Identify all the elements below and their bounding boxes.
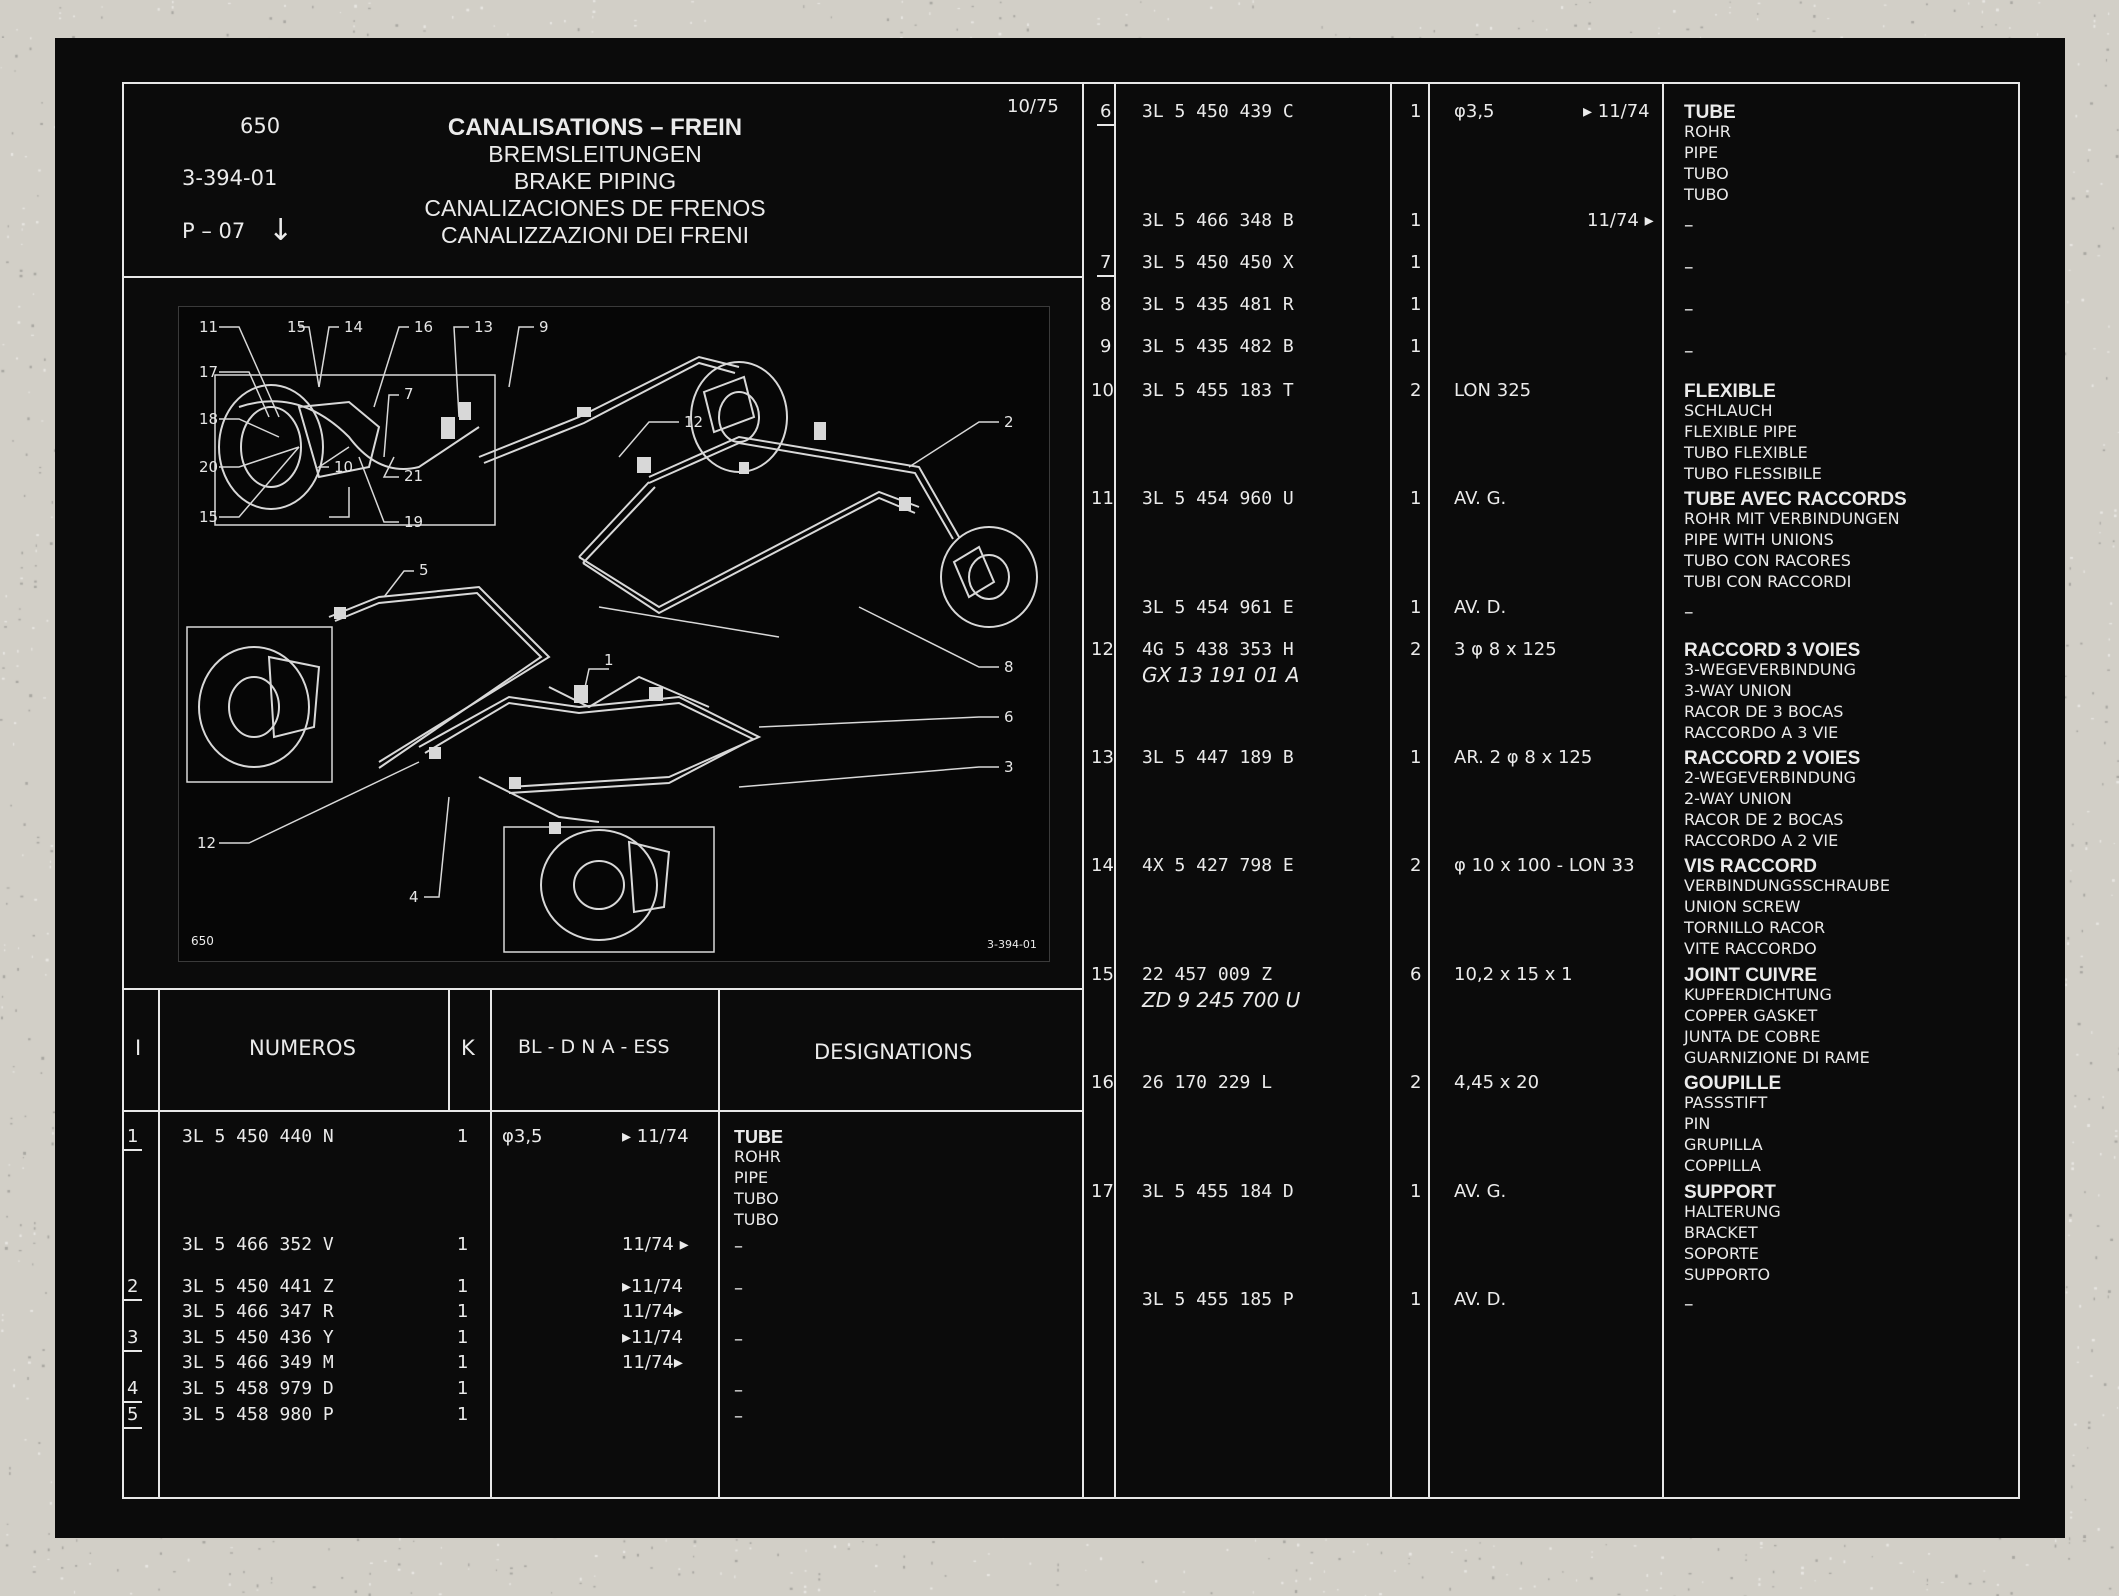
left-col-k-line	[490, 988, 492, 1499]
designation-line: VITE RACCORDO	[1684, 939, 1817, 958]
part-number: 3L 5 450 440 N	[182, 1126, 334, 1147]
svg-text:7: 7	[404, 385, 414, 403]
designation-line: VERBINDUNGSSCHRAUBE	[1684, 876, 1890, 895]
svg-text:17: 17	[199, 363, 219, 381]
spec-value: 3 φ 8 x 125	[1454, 639, 1557, 660]
part-number: 3L 5 450 436 Y	[182, 1327, 334, 1348]
row-index: 4	[127, 1378, 139, 1399]
row-index: 3	[127, 1327, 139, 1348]
row-index: 9	[1100, 336, 1112, 357]
date-mark: 11/74▸	[622, 1352, 683, 1373]
row-index: 8	[1100, 294, 1112, 315]
designation-line: –	[1684, 340, 1694, 362]
date-mark: ▸ 11/74	[1583, 101, 1650, 122]
quantity: 2	[1410, 1072, 1422, 1093]
title-it: CANALIZZAZIONI DEI FRENI	[441, 222, 749, 248]
svg-text:1: 1	[604, 651, 614, 669]
quantity: 1	[457, 1301, 469, 1322]
designation-line: 3-WAY UNION	[1684, 681, 1792, 700]
designation-line: –	[734, 1236, 743, 1257]
designation-line: RACCORD 2 VOIES	[1684, 748, 1861, 769]
designation-line: PIN	[1684, 1114, 1711, 1133]
quantity: 1	[1410, 1181, 1422, 1202]
svg-text:18: 18	[199, 410, 219, 428]
row-index: 5	[127, 1404, 139, 1425]
svg-text:10: 10	[334, 458, 354, 476]
designation-line: PIPE	[1684, 143, 1719, 162]
svg-text:14: 14	[344, 318, 364, 336]
designation-line: –	[734, 1278, 743, 1299]
designation-line: RACCORDO A 3 VIE	[1684, 723, 1839, 742]
svg-text:5: 5	[419, 561, 429, 579]
quantity: 1	[1410, 210, 1422, 231]
quantity: 2	[1410, 639, 1422, 660]
svg-text:9: 9	[539, 318, 549, 336]
row-index: 1	[127, 1126, 139, 1147]
svg-text:21: 21	[404, 467, 424, 485]
designation-line: TUBO CON RACORES	[1684, 551, 1851, 570]
date-mark: ▸11/74	[622, 1276, 683, 1297]
quantity: 1	[457, 1327, 469, 1348]
diagram-footer-right: 3-394-01	[987, 938, 1037, 951]
date-code: 10/75	[1007, 96, 1059, 117]
designation-line: –	[1684, 601, 1694, 623]
designation-line: SUPPORTO	[1684, 1265, 1771, 1284]
quantity: 2	[1410, 855, 1422, 876]
svg-text:15: 15	[199, 508, 219, 526]
part-number: 4X 5 427 798 E	[1142, 855, 1294, 876]
designation-line: COPPILLA	[1684, 1156, 1761, 1175]
designation-line: TUBO	[734, 1210, 779, 1229]
date-mark: 11/74 ▸	[1587, 210, 1654, 231]
down-arrow-icon: ↓	[268, 213, 294, 248]
quantity: 1	[1410, 488, 1422, 509]
designation-line: TUBE	[734, 1127, 783, 1147]
col-header-k: K	[461, 1036, 475, 1060]
designation-line: –	[1684, 256, 1694, 278]
quantity: 1	[457, 1234, 469, 1255]
spec-value: AV. D.	[1454, 1289, 1507, 1310]
table-top-line	[122, 988, 1084, 990]
designation-line: TUBO FLESSIBILE	[1684, 464, 1822, 483]
designation-line: TUBE	[1684, 102, 1736, 123]
designation-line: SOPORTE	[1684, 1244, 1759, 1263]
part-number: 3L 5 447 189 B	[1142, 747, 1294, 768]
designation-line: GUARNIZIONE DI RAME	[1684, 1048, 1870, 1067]
svg-text:16: 16	[414, 318, 434, 336]
spec-value: φ3,5	[1454, 101, 1495, 122]
designation-line: COPPER GASKET	[1684, 1006, 1818, 1025]
part-number: 22 457 009 Z	[1142, 964, 1273, 985]
designation-line: –	[734, 1380, 743, 1401]
part-number: 3L 5 466 352 V	[182, 1234, 334, 1255]
col-header-designations: DESIGNATIONS	[814, 1040, 973, 1064]
right-col-k-line	[1428, 82, 1430, 1499]
svg-text:6: 6	[1004, 708, 1014, 726]
left-col-index-line	[158, 988, 160, 1499]
quantity: 1	[457, 1126, 469, 1147]
col-header-numbers: NUMEROS	[249, 1036, 356, 1060]
row-index: 12	[1091, 639, 1114, 660]
title-es: CANALIZACIONES DE FRENOS	[424, 195, 766, 221]
part-number: 3L 5 458 979 D	[182, 1378, 334, 1399]
center-divider	[1082, 82, 1084, 1499]
quantity: 1	[457, 1352, 469, 1373]
date-mark: ▸ 11/74	[622, 1126, 689, 1147]
designation-line: JOINT CUIVRE	[1684, 965, 1818, 986]
designation-line: HALTERUNG	[1684, 1202, 1781, 1221]
spec-value: AV. G.	[1454, 488, 1507, 509]
designation-line: RACCORDO A 2 VIE	[1684, 831, 1839, 850]
rear-disc	[219, 385, 323, 509]
designation-line: TUBO	[1684, 185, 1729, 204]
row-index: 11	[1091, 488, 1114, 509]
date-mark: 11/74 ▸	[622, 1234, 689, 1255]
header-divider	[122, 276, 1084, 278]
index-underline	[124, 1299, 142, 1301]
diagram-footer-left: 650	[191, 934, 214, 948]
part-number: 4G 5 438 353 H	[1142, 639, 1294, 660]
exploded-diagram	[178, 306, 1050, 962]
designation-line: SUPPORT	[1684, 1182, 1776, 1203]
svg-text:20: 20	[199, 458, 219, 476]
svg-text:13: 13	[474, 318, 494, 336]
inset-frame-top-left	[215, 375, 495, 525]
part-number: 3L 5 466 348 B	[1142, 210, 1294, 231]
row-index: 2	[127, 1276, 139, 1297]
inset-frame-left	[187, 627, 332, 782]
designation-line: –	[734, 1329, 743, 1350]
quantity: 1	[1410, 747, 1422, 768]
row-index: 15	[1091, 964, 1114, 985]
spec-value: AR. 2 φ 8 x 125	[1454, 747, 1593, 768]
designation-line: JUNTA DE COBRE	[1684, 1027, 1821, 1046]
svg-text:11: 11	[199, 318, 219, 336]
alternate-part-number: GX 13 191 01 A	[1142, 663, 1300, 687]
quantity: 1	[457, 1404, 469, 1425]
designation-line: RACOR DE 2 BOCAS	[1684, 810, 1844, 829]
designation-line: TUBI CON RACCORDI	[1684, 572, 1852, 591]
title-de: BREMSLEITUNGEN	[488, 141, 702, 167]
quantity: 1	[1410, 294, 1422, 315]
index-underline	[124, 1427, 142, 1429]
quantity: 1	[1410, 252, 1422, 273]
designation-line: 2-WEGEVERBINDUNG	[1684, 768, 1856, 787]
svg-text:2: 2	[1004, 413, 1014, 431]
spec-value: φ3,5	[502, 1126, 543, 1147]
spec-value: AV. G.	[1454, 1181, 1507, 1202]
index-underline	[1097, 275, 1115, 277]
row-index: 6	[1100, 101, 1112, 122]
designation-line: RACCORD 3 VOIES	[1684, 640, 1861, 661]
quantity: 1	[457, 1276, 469, 1297]
designation-line: GRUPILLA	[1684, 1135, 1763, 1154]
svg-text:8: 8	[1004, 658, 1014, 676]
designation-line: PIPE	[734, 1168, 769, 1187]
right-front-disc	[941, 527, 1037, 627]
part-number: 3L 5 435 482 B	[1142, 336, 1294, 357]
date-mark: ▸11/74	[622, 1327, 683, 1348]
designation-line: TORNILLO RACOR	[1684, 918, 1826, 937]
designation-line: 2-WAY UNION	[1684, 789, 1792, 808]
designation-line: PIPE WITH UNIONS	[1684, 530, 1834, 549]
svg-text:3: 3	[1004, 758, 1014, 776]
spec-value: LON 325	[1454, 380, 1532, 401]
spec-value: 10,2 x 15 x 1	[1454, 964, 1573, 985]
designation-line: TUBO	[734, 1189, 779, 1208]
designation-line: FLEXIBLE PIPE	[1684, 422, 1798, 441]
table-header-bottom-line	[122, 1110, 1084, 1112]
brake-piping-drawing	[179, 307, 1049, 961]
designation-line: –	[1684, 1293, 1694, 1315]
part-number: 3L 5 450 441 Z	[182, 1276, 334, 1297]
designation-line: TUBO	[1684, 164, 1729, 183]
row-index: 7	[1100, 252, 1112, 273]
designation-line: ROHR	[734, 1147, 781, 1166]
part-number: 26 170 229 L	[1142, 1072, 1273, 1093]
designation-line: –	[1684, 298, 1694, 320]
quantity: 1	[457, 1378, 469, 1399]
part-number: 3L 5 450 450 X	[1142, 252, 1294, 273]
designation-line: BRACKET	[1684, 1223, 1758, 1242]
designation-line: 3-WEGEVERBINDUNG	[1684, 660, 1856, 679]
part-number: 3L 5 454 960 U	[1142, 488, 1294, 509]
row-index: 17	[1091, 1181, 1114, 1202]
designation-line: SCHLAUCH	[1684, 401, 1773, 420]
designation-line: ROHR MIT VERBINDUNGEN	[1684, 509, 1900, 528]
quantity: 1	[1410, 597, 1422, 618]
index-underline	[124, 1149, 142, 1151]
designation-line: ROHR	[1684, 122, 1731, 141]
part-number: 3L 5 466 347 R	[182, 1301, 334, 1322]
designation-line: VIS RACCORD	[1684, 856, 1818, 877]
left-col-spec-line	[718, 988, 720, 1499]
spec-value: AV. D.	[1454, 597, 1507, 618]
col-header-bl: BL - D N A - ESS	[518, 1036, 670, 1058]
svg-text:4: 4	[409, 888, 419, 906]
svg-text:12: 12	[197, 834, 217, 852]
svg-text:15: 15	[287, 318, 307, 336]
designation-line: KUPFERDICHTUNG	[1684, 985, 1832, 1004]
index-underline	[1097, 124, 1115, 126]
part-number: 3L 5 455 185 P	[1142, 1289, 1294, 1310]
quantity: 1	[1410, 336, 1422, 357]
right-col-index-line	[1114, 82, 1116, 1499]
designation-line: –	[734, 1406, 743, 1427]
designation-line: –	[1684, 214, 1694, 236]
quantity: 6	[1410, 964, 1422, 985]
svg-text:19: 19	[404, 513, 424, 531]
right-col-spec-line	[1662, 82, 1664, 1499]
designation-line: RACOR DE 3 BOCAS	[1684, 702, 1844, 721]
index-underline	[124, 1350, 142, 1352]
designation-line: FLEXIBLE	[1684, 381, 1776, 402]
part-number: 3L 5 455 183 T	[1142, 380, 1294, 401]
part-number: 3L 5 455 184 D	[1142, 1181, 1294, 1202]
quantity: 1	[1410, 1289, 1422, 1310]
row-index: 13	[1091, 747, 1114, 768]
inset-frame-bottom	[504, 827, 714, 952]
page-title	[380, 116, 810, 247]
page-reference: P – 07	[182, 219, 246, 243]
right-col-numbers-line	[1390, 82, 1392, 1499]
quantity: 1	[1410, 101, 1422, 122]
title-fr: CANALISATIONS – FREIN	[447, 114, 743, 141]
index-underline	[124, 1401, 142, 1403]
part-number: 3L 5 454 961 E	[1142, 597, 1294, 618]
col-header-index: I	[135, 1036, 142, 1060]
model-number: 650	[240, 114, 281, 138]
row-index: 16	[1091, 1072, 1114, 1093]
spec-value: 4,45 x 20	[1454, 1072, 1540, 1093]
row-index: 10	[1091, 380, 1114, 401]
part-number: 3L 5 466 349 M	[182, 1352, 334, 1373]
row-index: 14	[1091, 855, 1114, 876]
alternate-part-number: ZD 9 245 700 U	[1142, 988, 1301, 1012]
part-number: 3L 5 458 980 P	[182, 1404, 334, 1425]
designation-line: UNION SCREW	[1684, 897, 1801, 916]
spec-value: φ 10 x 100 - LON 33	[1454, 855, 1635, 876]
part-number: 3L 5 450 439 C	[1142, 101, 1294, 122]
quantity: 2	[1410, 380, 1422, 401]
left-col-numbers-line	[448, 988, 450, 1110]
designation-line: GOUPILLE	[1684, 1073, 1782, 1094]
designation-line: TUBE AVEC RACCORDS	[1684, 489, 1907, 510]
rear-disc-hub	[241, 407, 301, 487]
part-number: 3L 5 435 481 R	[1142, 294, 1294, 315]
designation-line: TUBO FLEXIBLE	[1684, 443, 1808, 462]
designation-line: PASSSTIFT	[1684, 1093, 1768, 1112]
title-en: BRAKE PIPING	[513, 168, 677, 194]
svg-text:12: 12	[684, 413, 704, 431]
date-mark: 11/74▸	[622, 1301, 683, 1322]
group-code: 3-394-01	[182, 166, 278, 190]
